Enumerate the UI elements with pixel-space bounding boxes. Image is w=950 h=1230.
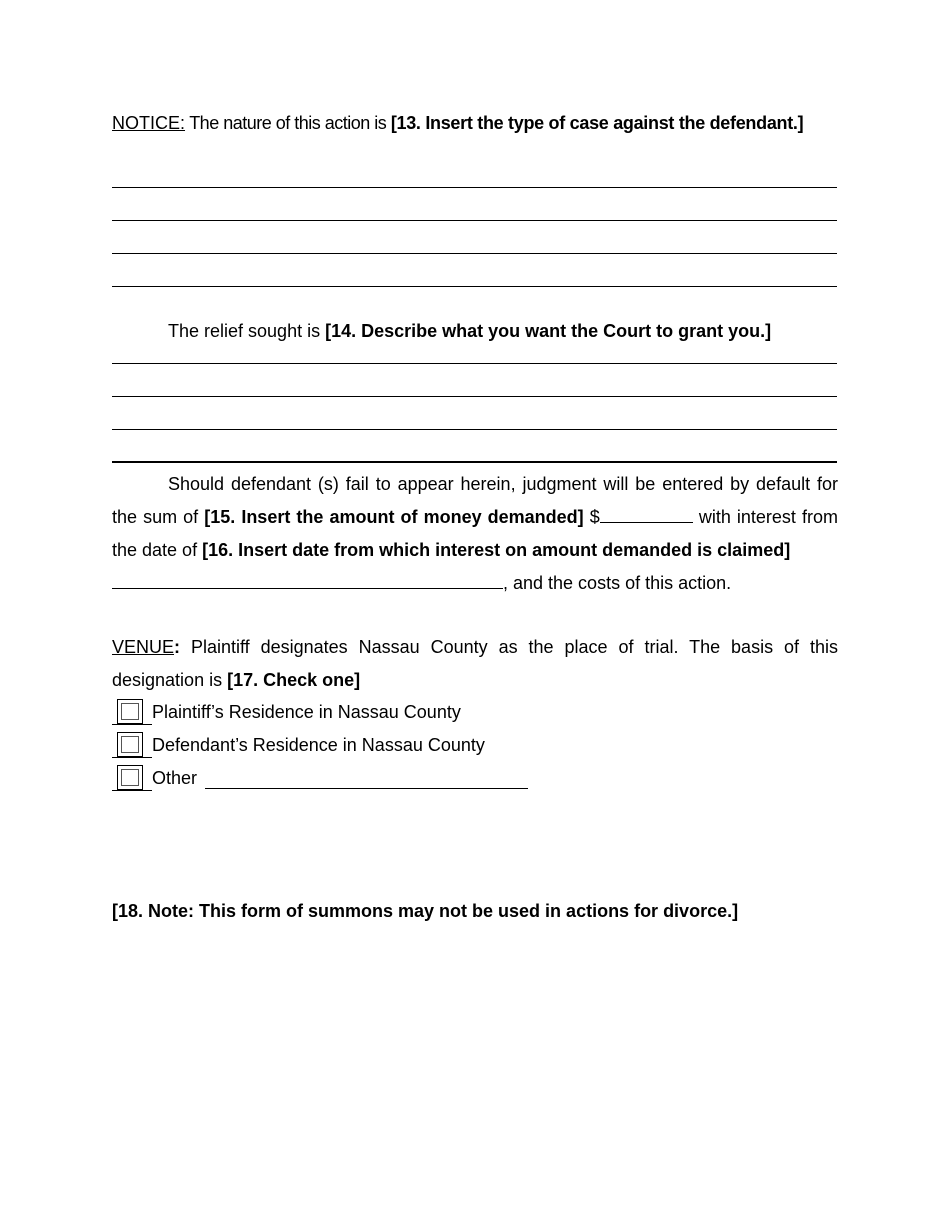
amount-field[interactable] bbox=[600, 505, 693, 523]
amount-instruction: [15. Insert the amount of money demanded] bbox=[204, 507, 584, 527]
venue-label: VENUE bbox=[112, 637, 175, 657]
venue-paragraph bbox=[112, 631, 838, 697]
case-type-line-3[interactable] bbox=[112, 253, 837, 254]
relief-text: The relief sought is bbox=[168, 321, 326, 341]
venue-colon: : bbox=[174, 637, 181, 657]
venue-option-defendant[interactable] bbox=[112, 730, 485, 760]
venue-option-plaintiff[interactable] bbox=[112, 697, 461, 727]
default-text-1-visible: Should defendant (s) fail to appear herein, judgment will be entered by default for the sum of bbox=[112, 474, 838, 527]
venue-option-other[interactable] bbox=[112, 763, 528, 793]
case-type-line-2[interactable] bbox=[112, 220, 837, 221]
relief-line-1[interactable] bbox=[112, 363, 837, 364]
plaintiff-residence-checkbox[interactable] bbox=[117, 699, 143, 725]
defendant-residence-label: Defendant’s Residence in Nassau County bbox=[152, 734, 485, 755]
divorce-note: [18. Note: This form of summons may not be used in actions for divorce.] bbox=[112, 901, 739, 921]
other-checkbox[interactable] bbox=[117, 765, 143, 791]
relief-line-4[interactable] bbox=[112, 461, 837, 463]
relief-instruction: [14. Describe what you want the Court to grant you.] bbox=[325, 321, 772, 341]
interest-date-instruction: [16. Insert date from which interest on amount demanded is claimed] bbox=[202, 540, 791, 560]
relief-line-3[interactable] bbox=[112, 429, 837, 430]
notice-instruction: [13. Insert the type of case against the defendant.] bbox=[390, 113, 804, 133]
notice-line bbox=[112, 112, 803, 134]
other-label: Other bbox=[152, 767, 198, 788]
default-text-2: with interest from the date of bbox=[112, 507, 838, 560]
default-text-3: , and the costs of this action. bbox=[503, 573, 732, 593]
plaintiff-residence-label: Plaintiff’s Residence in Nassau County bbox=[152, 701, 461, 722]
relief-line bbox=[168, 320, 771, 342]
venue-instruction: [17. Check one] bbox=[227, 670, 361, 690]
default-judgment-paragraph bbox=[112, 468, 838, 600]
other-field[interactable] bbox=[205, 768, 528, 789]
notice-label: NOTICE: bbox=[112, 113, 186, 133]
interest-date-field[interactable] bbox=[112, 571, 503, 589]
defendant-residence-checkbox[interactable] bbox=[117, 732, 143, 758]
case-type-line-4[interactable] bbox=[112, 286, 837, 287]
venue-text: Plaintiff designates Nassau County as the place of trial. The basis of this designation is bbox=[112, 637, 838, 690]
case-type-line-1[interactable] bbox=[112, 187, 837, 188]
notice-text: The nature of this action is bbox=[185, 113, 391, 133]
relief-line-2[interactable] bbox=[112, 396, 837, 397]
currency-symbol: $ bbox=[583, 507, 600, 527]
